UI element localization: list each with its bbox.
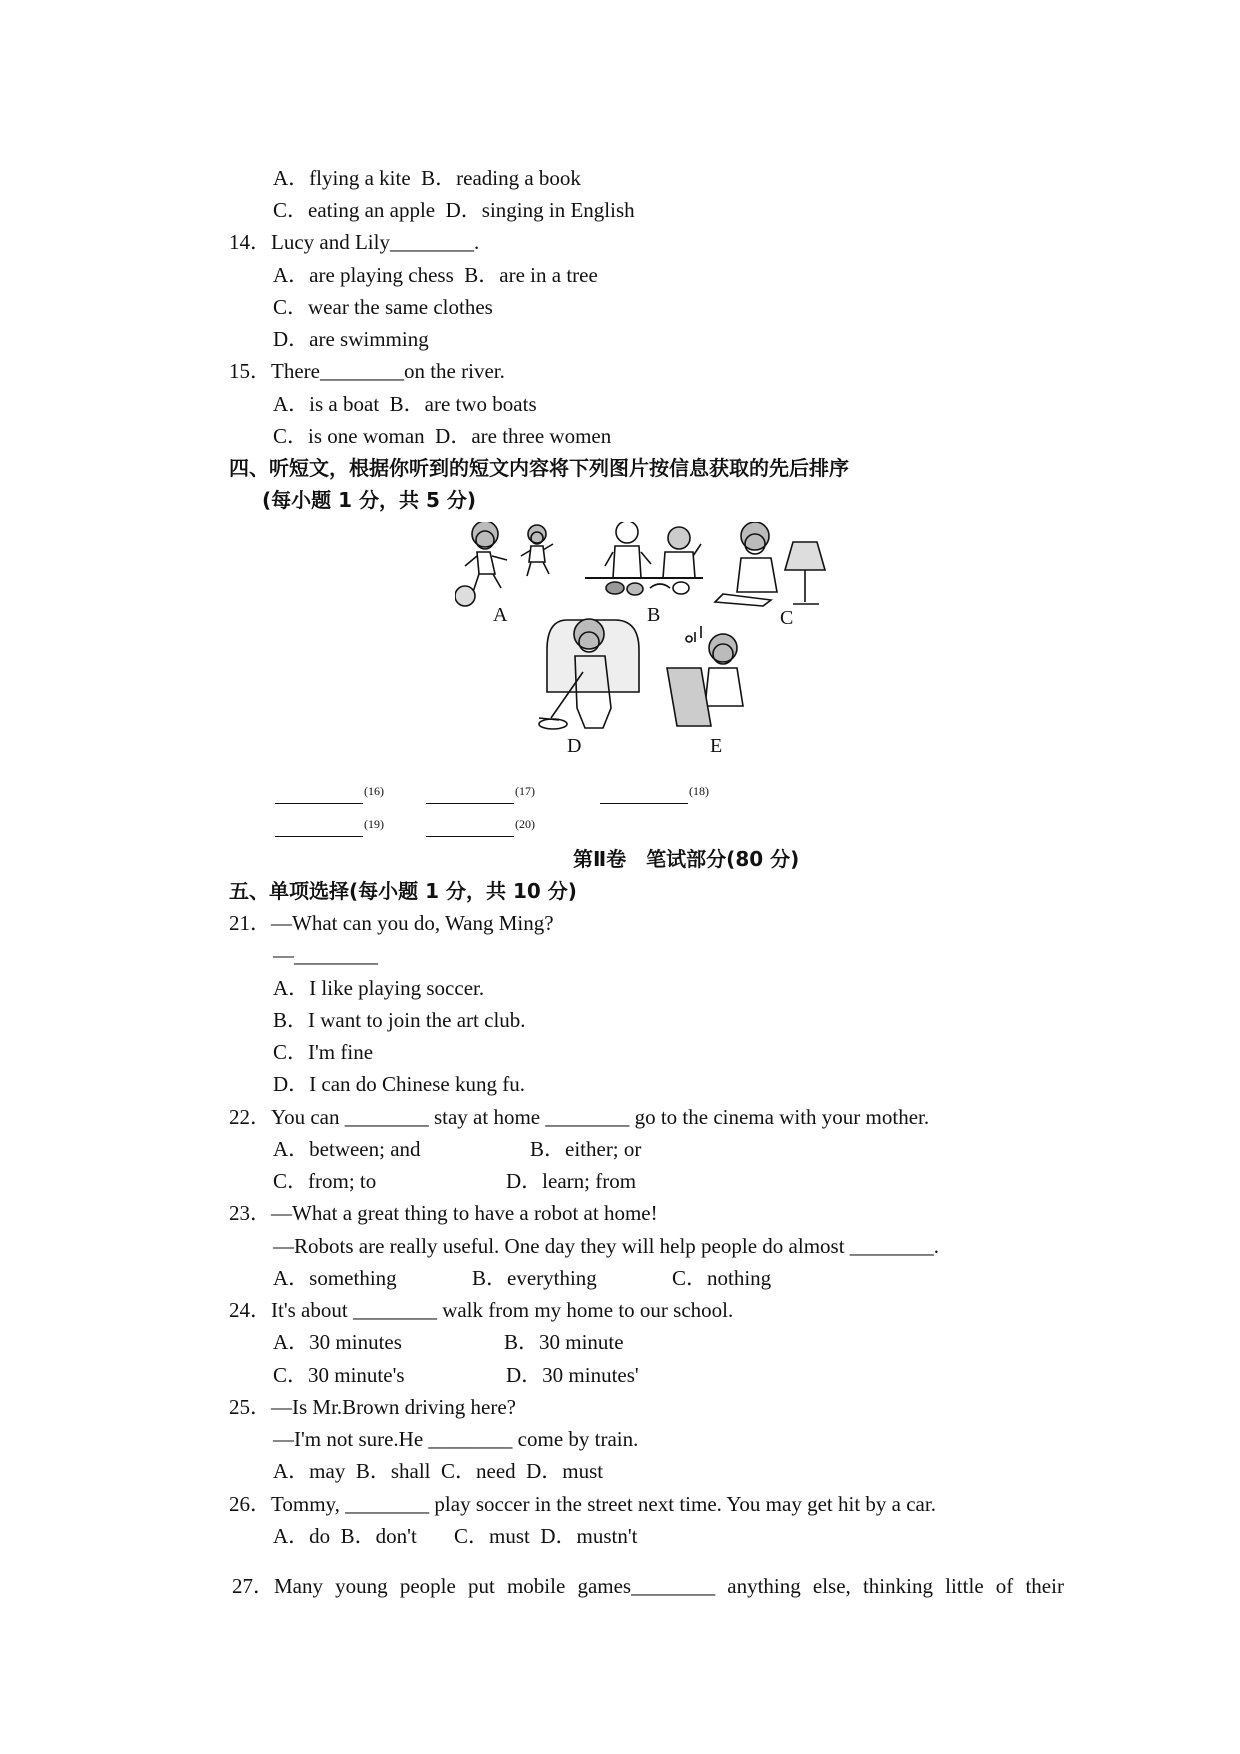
q21-answer-line: —________ xyxy=(273,943,378,967)
q23-option-a: A．something xyxy=(273,1266,397,1290)
q26-stem: 26．Tommy, ________ play soccer in the street next time. You may get hit by a car. xyxy=(229,1492,936,1516)
q27-word: anything xyxy=(727,1574,801,1598)
blank-number-19: (19) xyxy=(364,817,384,831)
q22-stem: 22．You can ________ stay at home ________ go to the cinema with your mother. xyxy=(229,1105,930,1129)
q27-word: young xyxy=(335,1574,388,1598)
blank-number-18: (18) xyxy=(689,784,709,798)
q24-option-c: C．30 minute's xyxy=(273,1363,405,1387)
q27-word: put xyxy=(467,1574,495,1598)
q21-option-b: B．I want to join the art club. xyxy=(273,1008,526,1032)
q21-option-d: D．I can do Chinese kung fu. xyxy=(273,1072,525,1096)
answer-blank-17[interactable] xyxy=(426,803,514,804)
q15-options-ab: A．is a boat B．are two boats xyxy=(273,392,537,416)
picture-label-b: B xyxy=(647,604,661,626)
q24-option-d: D．30 minutes' xyxy=(506,1363,639,1387)
q14-option-c: C．wear the same clothes xyxy=(273,295,493,319)
picture-label-a: A xyxy=(493,604,508,626)
listening-pictures xyxy=(455,522,855,772)
q27-word: else, xyxy=(812,1574,851,1598)
section4-title: 四、听短文，根据你听到的短文内容将下列图片按信息获取的先后排序 xyxy=(229,456,849,480)
blank-number-17: (17) xyxy=(515,784,535,798)
q27-word: games________ xyxy=(577,1574,716,1598)
q14-option-d: D．are swimming xyxy=(273,327,429,351)
q21-option-c: C．I'm fine xyxy=(273,1040,374,1064)
q22-option-a: A．between; and xyxy=(273,1137,421,1161)
q25-line2: —I'm not sure.He ________ come by train. xyxy=(273,1427,639,1451)
section4-score: (每小题 1 分，共 5 分) xyxy=(262,488,476,512)
q24-option-a: A．30 minutes xyxy=(273,1330,402,1354)
q27-word: of xyxy=(995,1574,1014,1598)
q22-option-b: B．either; or xyxy=(530,1137,642,1161)
q22-option-d: D．learn; from xyxy=(506,1169,637,1193)
picture-d-sweeping xyxy=(539,619,639,729)
answer-blank-16[interactable] xyxy=(275,803,363,804)
picture-b-table-food xyxy=(585,522,703,595)
answer-blank-19[interactable] xyxy=(275,836,363,837)
answer-blank-18[interactable] xyxy=(600,803,688,804)
q15-stem: 15．There________on the river. xyxy=(229,359,505,383)
q24-stem: 24．It's about ________ walk from my home to our school. xyxy=(229,1298,734,1322)
q25-stem: 25．—Is Mr.Brown driving here? xyxy=(229,1395,516,1419)
q14-options-ab: A．are playing chess B．are in a tree xyxy=(273,263,598,287)
section5-title: 五、单项选择(每小题 1 分，共 10 分) xyxy=(229,879,577,903)
q25-options: A．may B．shall C．need D．must xyxy=(273,1459,604,1483)
q15-options-cd: C．is one woman D．are three women xyxy=(273,424,612,448)
picture-a-soccer-kids xyxy=(455,522,553,606)
picture-label-e: E xyxy=(710,735,723,757)
blank-number-16: (16) xyxy=(364,784,384,798)
answer-blank-20[interactable] xyxy=(426,836,514,837)
picture-c-reading-lamp xyxy=(715,522,825,606)
picture-e-piano xyxy=(667,626,743,726)
q21-option-a: A．I like playing soccer. xyxy=(273,976,485,1000)
picture-label-d: D xyxy=(567,735,582,757)
q21-stem: 21．—What can you do, Wang Ming? xyxy=(229,911,554,935)
q13-options-ab: A．flying a kite B．reading a book xyxy=(273,166,581,190)
q27-stem xyxy=(232,1573,1064,1599)
q26-options-ab: A．do B．don't xyxy=(273,1524,417,1548)
q23-stem: 23．—What a great thing to have a robot at home! xyxy=(229,1201,658,1225)
q23-line2: —Robots are really useful. One day they will help people do almost ________. xyxy=(273,1234,940,1258)
q26-options-cd: C．must D．mustn't xyxy=(454,1524,638,1548)
q14-stem: 14．Lucy and Lily________. xyxy=(229,230,480,254)
picture-label-c: C xyxy=(780,607,794,629)
q22-option-c: C．from; to xyxy=(273,1169,377,1193)
q23-option-c: C．nothing xyxy=(672,1266,772,1290)
q27-word: thinking xyxy=(862,1574,933,1598)
q27-word: their xyxy=(1025,1574,1064,1598)
q27-word: 27．Many xyxy=(232,1574,323,1598)
part2-title: 第Ⅱ卷 笔试部分(80 分) xyxy=(573,847,800,871)
q23-option-b: B．everything xyxy=(472,1266,597,1290)
blank-number-20: (20) xyxy=(515,817,535,831)
q27-word: people xyxy=(399,1574,456,1598)
q13-options-cd: C．eating an apple D．singing in English xyxy=(273,198,635,222)
q27-word: little xyxy=(945,1574,984,1598)
q27-word: mobile xyxy=(506,1574,566,1598)
q24-option-b: B．30 minute xyxy=(504,1330,624,1354)
